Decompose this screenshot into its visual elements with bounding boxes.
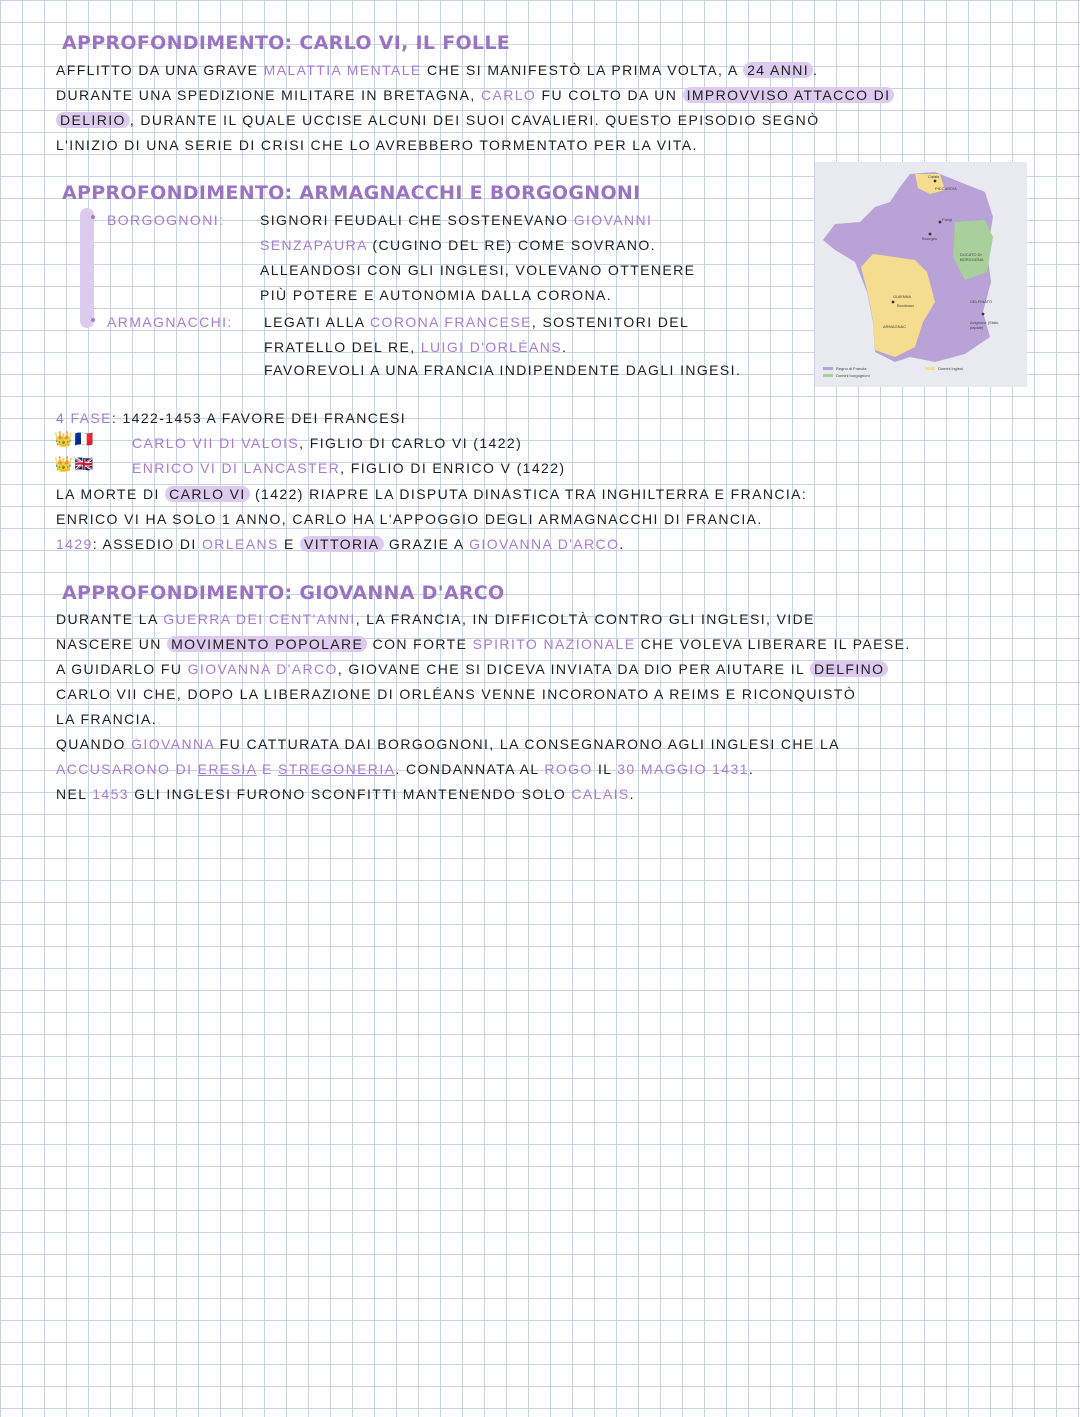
text-line: LEGATI ALLA CORONA FRANCESE, SOSTENITORI DEL <box>264 314 690 330</box>
map-label-bourges: Bourges <box>922 236 937 241</box>
text-line: SIGNORI FEUDALI CHE SOSTENEVANO GIOVANNI <box>260 212 653 228</box>
highlight-bracket <box>80 208 94 328</box>
text-line: ENRICO VI HA SOLO 1 ANNO, CARLO HA L'APPOGGIO DEGLI ARMAGNACCHI DI FRANCIA. <box>56 511 763 527</box>
map-france <box>815 162 1027 387</box>
legend-swatch-burgundy <box>823 374 833 377</box>
text-line: LA MORTE DI CARLO VI (1422) RIAPRE LA DISPUTA DINASTICA TRA INGHILTERRA E FRANCIA: <box>56 486 808 502</box>
text-line: 1429: ASSEDIO DI ORLEANS E VITTORIA GRAZIE A GIOVANNA D'ARCO. <box>56 536 625 552</box>
legend-label-english: Domini inglesi <box>938 366 963 371</box>
text-line: A GUIDARLO FU GIOVANNA D'ARCO, GIOVANE CHE SI DICEVA INVIATA DA DIO PER AIUTARE IL DELFINO <box>56 661 888 677</box>
text-line: DURANTE LA GUERRA DEI CENT'ANNI, LA FRANCIA, IN DIFFICOLTÀ CONTRO GLI INGLESI, VIDE <box>56 611 815 627</box>
city-dot <box>982 313 985 316</box>
text-line: FRATELLO DEL RE, LUIGI D'ORLÉANS. <box>264 339 568 355</box>
section-title-giovanna-darco: APPROFONDIMENTO: GIOVANNA D'ARCO <box>62 582 505 604</box>
text-line: DELIRIO , DURANTE IL QUALE UCCISE ALCUNI DEI SUOI CAVALIERI. QUESTO EPISODIO SEGNÒ <box>56 112 820 128</box>
map-graphic <box>815 162 1027 387</box>
text-line: NASCERE UN MOVIMENTO POPOLARE CON FORTE SPIRITO NAZIONALE CHE VOLEVA LIBERARE IL PAESE. <box>56 636 911 652</box>
phase-heading: 4 FASE: 1422-1453 A FAVORE DEI FRANCESI <box>56 410 407 426</box>
map-label-avignone: Avignone (Stato papale) <box>970 320 999 330</box>
section-title-carlo-vi: APPROFONDIMENTO: CARLO VI, IL FOLLE <box>62 32 511 54</box>
section-title-armagnacchi-borgognoni: APPROFONDIMENTO: ARMAGNACCHI E BORGOGNONI <box>62 182 641 204</box>
legend-swatch-english <box>925 367 935 370</box>
crown-uk-flag-icon: 👑🇬🇧 <box>54 455 96 473</box>
map-label-piccardia: PICCARDIA <box>935 186 957 191</box>
map-label-delfinato: DELFINATO <box>970 299 993 304</box>
label-borgognoni: BORGOGNONI: <box>107 212 225 228</box>
text-line: ALLEANDOSI CON GLI INGLESI, VOLEVANO OTTENERE <box>260 262 696 278</box>
city-dot <box>939 221 942 224</box>
legend-label-french: Regno di Francia <box>836 366 867 371</box>
map-label-guienna: GUIENNA <box>893 294 912 299</box>
text-line: CARLO VII CHE, DOPO LA LIBERAZIONE DI ORLÉANS VENNE INCORONATO A REIMS E RICONQUISTÒ <box>56 686 857 702</box>
text-line: LA FRANCIA. <box>56 711 157 727</box>
text-line: ACCUSARONO DI ERESIA E STREGONERIA. CONDANNATA AL ROGO IL 30 MAGGIO 1431. <box>56 761 755 777</box>
text-line: L'INIZIO DI UNA SERIE DI CRISI CHE LO AVREBBERO TORMENTATO PER LA VITA. <box>56 137 698 153</box>
text-line: FAVOREVOLI A UNA FRANCIA INDIPENDENTE DAGLI INGESI. <box>264 362 742 378</box>
text-line: ENRICO VI DI LANCASTER, FIGLIO DI ENRICO V (1422) <box>132 460 566 476</box>
text-line: AFFLITTO DA UNA GRAVE MALATTIA MENTALE CHE SI MANIFESTÒ LA PRIMA VOLTA, A 24 ANNI . <box>56 62 819 78</box>
text-line: CARLO VII DI VALOIS, FIGLIO DI CARLO VI (1422) <box>132 435 523 451</box>
bullet-dot <box>91 215 95 219</box>
map-label-armagnac: ARMAGNAC <box>883 324 907 329</box>
city-dot <box>929 233 932 236</box>
map-label-calais: Calais <box>928 174 940 179</box>
bullet-dot <box>91 318 95 322</box>
city-dot <box>892 301 895 304</box>
text-line: SENZAPAURA (CUGINO DEL RE) COME SOVRANO. <box>260 237 656 253</box>
legend-swatch-french <box>823 367 833 370</box>
text-line: QUANDO GIOVANNA FU CATTURATA DAI BORGOGNONI, LA CONSEGNARONO AGLI INGLESI CHE LA <box>56 736 840 752</box>
crown-france-flag-icon: 👑🇫🇷 <box>54 430 96 448</box>
label-armagnacchi: ARMAGNACCHI: <box>107 314 233 330</box>
text-line: PIÙ POTERE E AUTONOMIA DALLA CORONA. <box>260 287 612 303</box>
city-dot <box>934 180 937 183</box>
map-label-borgogna: DUCATO DI BORGOGNA <box>960 252 984 262</box>
legend-label-burgundy: Domini borgognoni <box>836 373 870 378</box>
text-line: NEL 1453 GLI INGLESI FURONO SCONFITTI MANTENENDO SOLO CALAIS. <box>56 786 635 802</box>
map-label-parigi: Parigi <box>942 217 953 222</box>
text-line: DURANTE UNA SPEDIZIONE MILITARE IN BRETAGNA, CARLO FU COLTO DA UN IMPROVVISO ATTACCO DI <box>56 87 894 103</box>
map-label-bordeaux: Bordeaux <box>897 303 915 308</box>
